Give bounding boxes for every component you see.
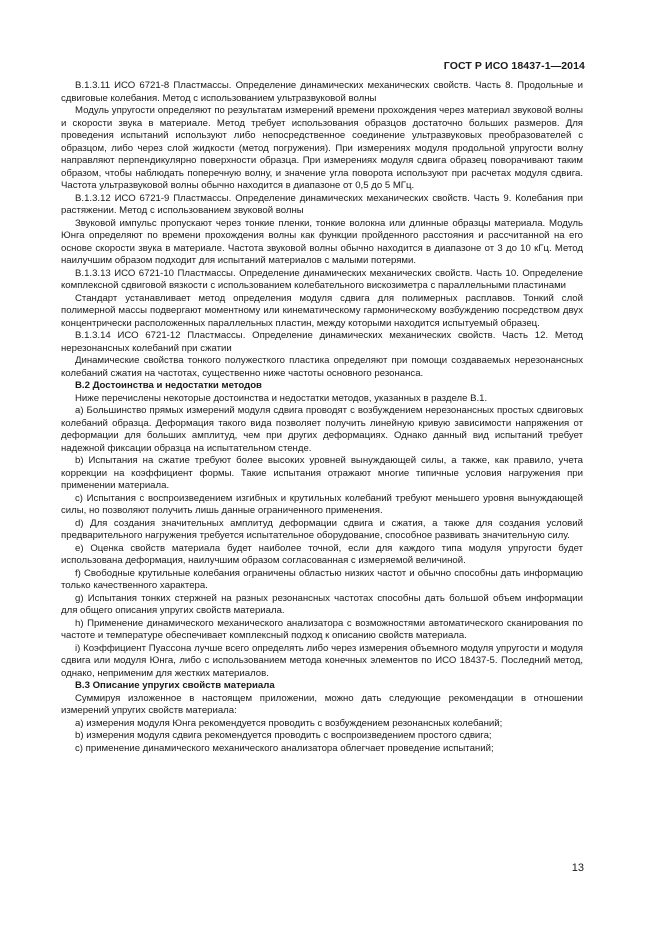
paragraph: е) Оценка свойств материала будет наиболее точной, если для каждого типа модуля упругости будет использована деформация, наилучшим образом согласованная с измеряемой величиной. (61, 542, 583, 566)
paragraph: В.1.3.13 ИСО 6721-10 Пластмассы. Определение динамических механических свойств. Часть 10. Определение комплексной сдвиговой вязкости с использованием колебательного вискозиметра с параллельными пластинами (61, 267, 583, 291)
paragraph: с) применение динамического механического анализатора облегчает проведение испытаний; (75, 742, 494, 754)
paragraph: а) Большинство прямых измерений модуля сдвига проводят с возбуждением нерезонансных простых сдвиговых колебаний образца. Деформация такого вида позволяет получить линейную кривую зависимости напряжения от деформации для больших амплитуд, чем при других деформациях. Однако данный вид испытаний требует надежной фиксации образца на испытательном стенде. (61, 405, 583, 454)
body-text (61, 80, 583, 755)
paragraph: d) Для создания значительных амплитуд деформации сдвига и сжатия, а также для создания условий предварительного нагружения требуется испытательное оборудование, способное развивать значительную силу. (61, 517, 583, 541)
paragraph: Динамические свойства тонкого полужесткого пластика определяют при помощи создаваемых нерезонансных колебаний сжатия на частотах, существенно ниже частоты основного резонанса. (61, 355, 583, 379)
paragraph: В.1.3.14 ИСО 6721-12 Пластмассы. Определение динамических механических свойств. Часть 12. Метод нерезонансных колебаний при сжатии (61, 330, 583, 354)
paragraph: b) измерения модуля сдвига рекомендуется проводить с воспроизведением простого сдвига; (75, 730, 492, 741)
paragraph: В.1.3.12 ИСО 6721-9 Пластмассы. Определение динамических механических свойств. Часть 9. Колебания при растяжении. Метод с использованием звуковой волны (61, 192, 583, 216)
paragraph: b) Испытания на сжатие требуют более высоких уровней вынуждающей силы, а также, как правило, учета коррекции на коэффициент формы. Такие испытания отражают многие типичные условия нагружения при применении материала. (61, 455, 583, 491)
paragraph: f) Свободные крутильные колебания ограничены областью низких частот и обычно способны дать информацию только качественного характера. (61, 567, 583, 591)
standard-header: ГОСТ Р ИСО 18437-1—2014 (443, 60, 585, 72)
section-heading: В.3 Описание упругих свойств материала (75, 680, 275, 691)
paragraph: h) Применение динамического механического анализатора с возможностями автоматического сканирования по частоте и температуре обеспечивает комплексный подход к описанию свойств материала. (61, 617, 583, 641)
paragraph: Ниже перечислены некоторые достоинства и недостатки методов, указанных в разделе В.1. (75, 392, 488, 404)
paragraph: i) Коэффициент Пуассона лучше всего определять либо через измерения объемного модуля упругости и модуля сдвига или модуля Юнга, либо с использованием метода конечных элементов по ИСО 18437-5. Последний метод, однако, неприменим для жестких материалов. (61, 642, 583, 679)
page-number: 13 (571, 862, 584, 874)
paragraph: В.1.3.11 ИСО 6721-8 Пластмассы. Определение динамических механических свойств. Часть 8. Продольные и сдвиговые колебания. Метод с использованием ультразвуковой волны (61, 80, 583, 104)
paragraph: Стандарт устанавливает метод определения модуля сдвига для полимерных расплавов. Тонкий слой полимерной массы подвергают моментному или кинематическому гармоническому возбуждению посредством двух концентрически расположенных параллельных пластин, между которыми находится испытуемый образец. (61, 292, 583, 329)
paragraph: с) Испытания с воспроизведением изгибных и крутильных колебаний требуют меньшего уровня вынуждающей силы, но позволяют получить лишь данные ограниченного применения. (61, 492, 583, 516)
section-heading: В.2 Достоинства и недостатки методов (75, 380, 262, 391)
paragraph: Модуль упругости определяют по результатам измерений времени прохождения через материал звуковой волны и скорости звука в материале. Метод требует использования образцов достаточно больших размеров. Для проведения испытаний используют либо непосредственное соединение ультразвуковых преобразователей с образцом, либо через слой жидкости (метод погружения). При измерениях модуля продольной упругости волну направляют перпендикулярно поверхности образца. При измерениях модуля сдвига образец поворачивают таким образом, чтобы наблюдать поперечную волну, и значение угла поворота используют при расчетах модуля сдвига. Частота ультразвуковой волны обычно находится в диапазоне от 0,5 до 5 МГц. (61, 105, 583, 191)
paragraph: Звуковой импульс пропускают через тонкие пленки, тонкие волокна или длинные образцы материала. Модуль Юнга определяют по времени прохождения волны как функции пройденного расстояния и рассчитанной на его основе скорости звука в материале. Частота звуковой волны обычно находится в диапазоне от 3 до 10 кГц. Метод наилучшим образом подходит для испытаний материалов с малыми потерями. (61, 217, 583, 266)
paragraph: g) Испытания тонких стержней на разных резонансных частотах способны дать большой объем информации для общего описания упругих свойств материала. (61, 592, 583, 616)
paragraph: Суммируя изложенное в настоящем приложении, можно дать следующие рекомендации в отношении измерений упругих свойств материала: (61, 692, 583, 716)
paragraph: а) измерения модуля Юнга рекомендуется проводить с возбуждением резонансных колебаний; (75, 717, 503, 729)
